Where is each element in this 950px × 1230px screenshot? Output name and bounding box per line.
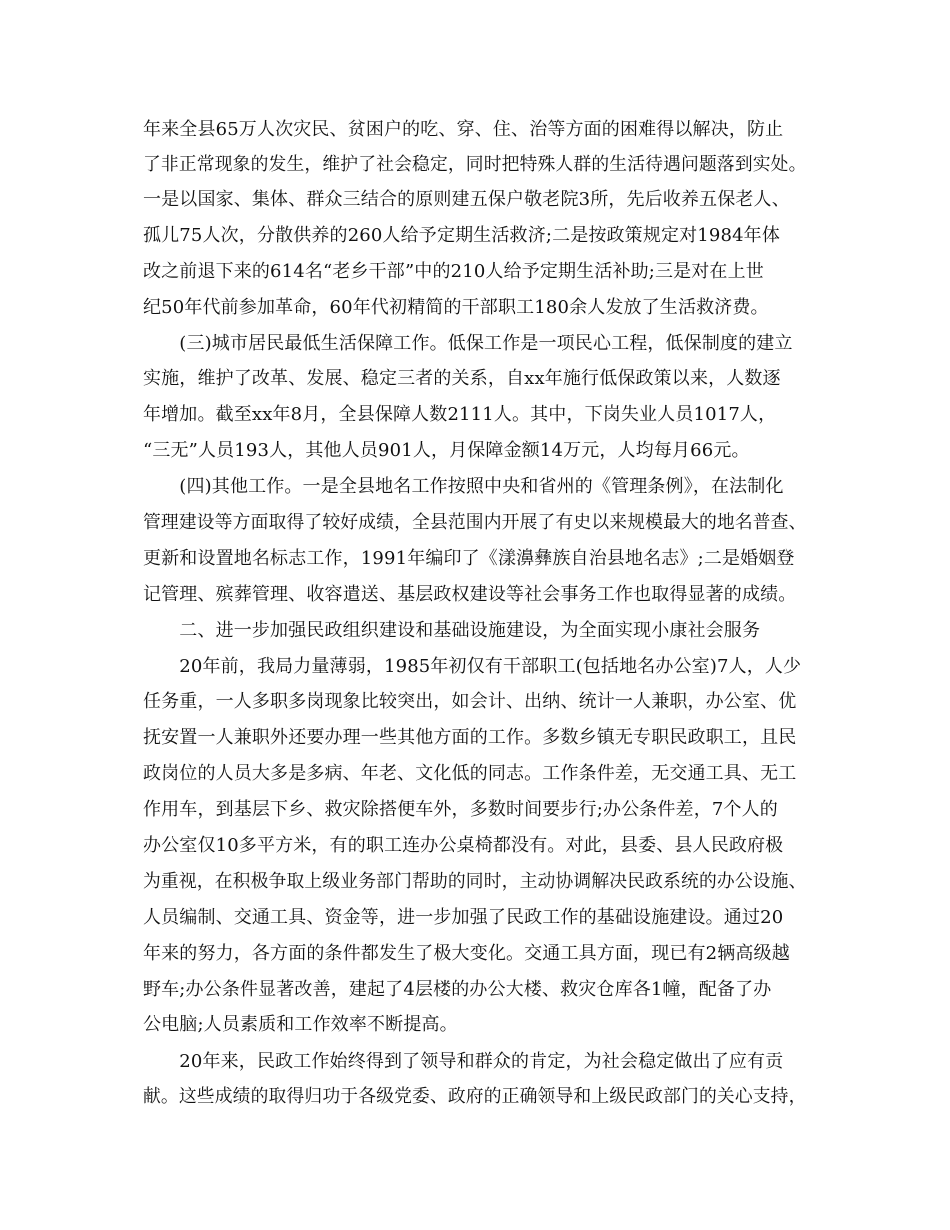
text-line: 抚安置一人兼职外还要办理一些其他方面的工作。多数乡镇无专职民政职工，且民 <box>143 727 797 748</box>
text-line: 实施，维护了改革、发展、稳定三者的关系，自xx年施行低保政策以来，人数逐 <box>143 368 781 389</box>
paragraph-start-line: (四)其他工作。一是全县地名工作按照中央和省州的《管理条例》，在法制化 <box>143 476 784 497</box>
text-line: 孤儿75人次，分散供养的260人给予定期生活救济;二是按政策规定对1984年体 <box>143 225 780 246</box>
text-line: 年来全县65万人次灾民、贫困户的吃、穿、住、治等方面的困难得以解决，防止 <box>143 119 784 140</box>
text-line: 管理建设等方面取得了较好成绩，全县范围内开展了有史以来规模最大的地名普查、 <box>143 512 807 533</box>
text-line: 野车;办公条件显著改善，建起了4层楼的办公大楼、救灾仓库各1幢，配备了办 <box>143 979 772 1000</box>
text-line: 作用车，到基层下乡、救灾除搭便车外，多数时间要步行;办公条件差，7个人的 <box>143 799 778 820</box>
text-line: 一是以国家、集体、群众三结合的原则建五保户敬老院3所，先后收养五保老人、 <box>143 189 790 210</box>
text-line: 献。这些成绩的取得归功于各级党委、政府的正确领导和上级民政部门的关心支持， <box>143 1086 807 1107</box>
section-heading: 二、进一步加强民政组织建设和基础设施建设，为全面实现小康社会服务 <box>143 620 761 641</box>
paragraph-start-line: 20年前，我局力量薄弱，1985年初仅有干部职工(包括地名办公室)7人，人少 <box>143 656 802 677</box>
paragraph-start-line: (三)城市居民最低生活保障工作。低保工作是一项民心工程，低保制度的建立 <box>143 333 793 354</box>
text-line: 了非正常现象的发生，维护了社会稳定，同时把特殊人群的生活待遇问题落到实处。 <box>143 154 807 175</box>
text-line: 政岗位的人员大多是多病、年老、文化低的同志。工作条件差，无交通工具、无工 <box>143 763 797 784</box>
paragraph-start-line: 20年来，民政工作始终得到了领导和群众的肯定，为社会稳定做出了应有贡 <box>143 1051 784 1072</box>
text-line: 年来的努力，各方面的条件都发生了极大变化。交通工具方面，现已有2辆高级越 <box>143 943 790 964</box>
text-line: 记管理、殡葬管理、收容遣送、基层政权建设等社会事务工作也取得显著的成绩。 <box>143 584 797 605</box>
text-line: 为重视，在积极争取上级业务部门帮助的同时，主动协调解决民政系统的办公设施、 <box>143 871 807 892</box>
text-line: 办公室仅10多平方米，有的职工连办公桌椅都没有。对此，县委、县人民政府极 <box>143 835 784 856</box>
text-line: “三无”人员193人，其他人员901人，月保障金额14万元，人均每月66元。 <box>143 440 750 461</box>
text-line: 年增加。截至xx年8月，全县保障人数2111人。其中，下岗失业人员1017人， <box>143 404 777 425</box>
text-line: 纪50年代前参加革命，60年代初精简的干部职工180余人发放了生活救济费。 <box>143 297 769 318</box>
text-line: 任务重，一人多职多岗现象比较突出，如会计、出纳、统计一人兼职，办公室、优 <box>143 691 797 712</box>
text-line: 更新和设置地名标志工作，1991年编印了《漾濞彝族自治县地名志》;二是婚姻登 <box>143 548 795 569</box>
text-line: 公电脑;人员素质和工作效率不断提高。 <box>143 1014 458 1035</box>
text-line: 改之前退下来的614名“老乡干部”中的210人给予定期生活补助;三是对在上世 <box>143 261 764 282</box>
text-line: 人员编制、交通工具、资金等，进一步加强了民政工作的基础设施建设。通过20 <box>143 907 784 928</box>
